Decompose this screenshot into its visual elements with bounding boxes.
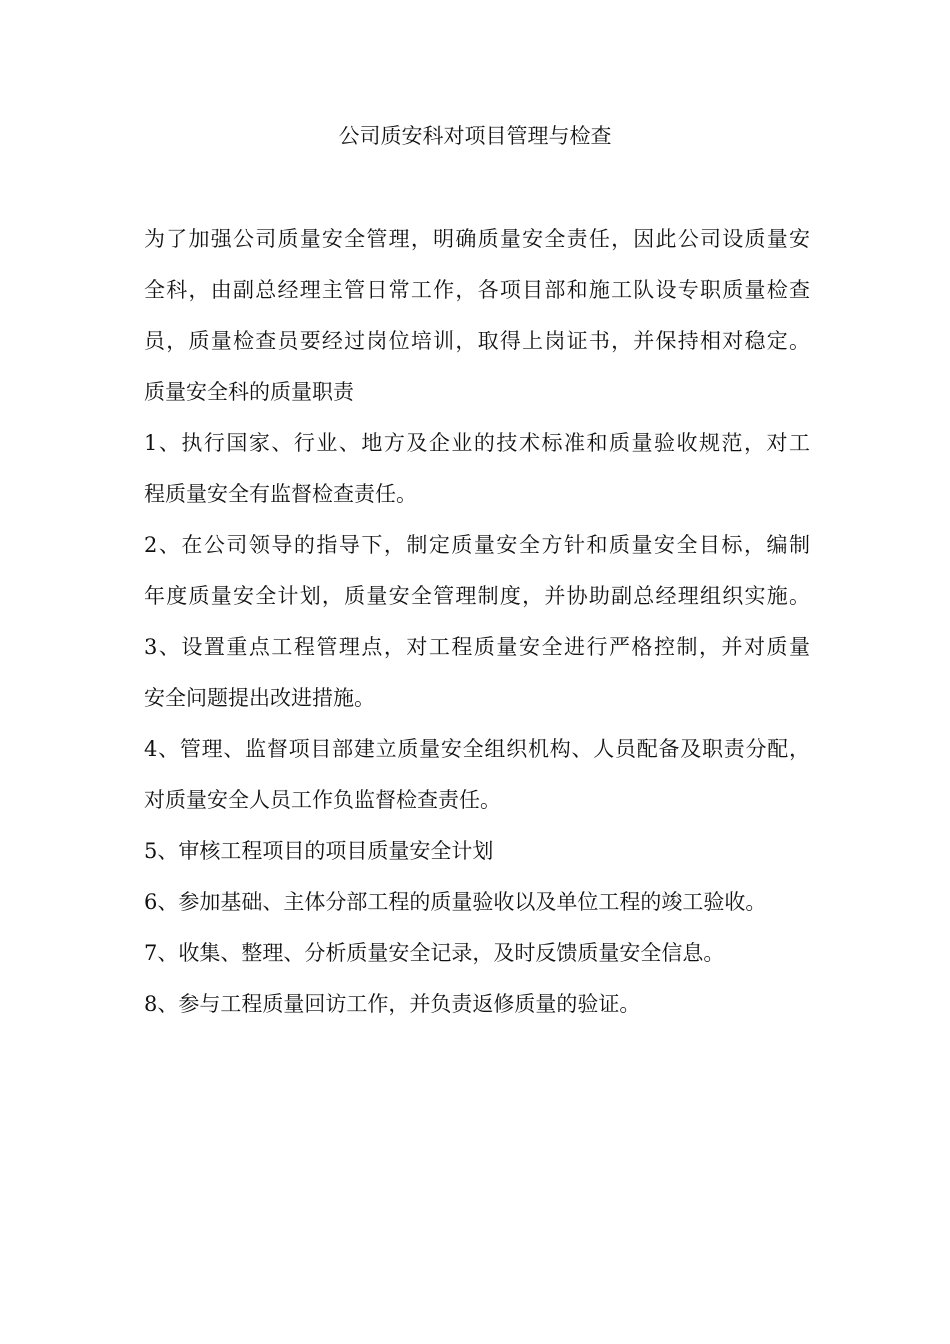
duty-item-6 xyxy=(144,877,810,928)
duty-item-7 xyxy=(144,928,810,979)
duty-line: 3、设置重点工程管理点，对工程质量安全进行严格控制，并对质量 xyxy=(144,635,810,659)
intro-line: 全科，由副总经理主管日常工作，各项目部和施工队设专职质量检查 xyxy=(144,278,810,302)
section-heading xyxy=(144,367,810,418)
duty-line: 对质量安全人员工作负监督检查责任。 xyxy=(144,788,501,812)
intro-line: 员，质量检查员要经过岗位培训，取得上岗证书，并保持相对稳定。 xyxy=(144,329,810,353)
duty-item-8 xyxy=(144,979,810,1030)
duty-item-5 xyxy=(144,826,810,877)
duty-line: 7、收集、整理、分析质量安全记录，及时反馈质量安全信息。 xyxy=(144,941,725,965)
duty-line: 8、参与工程质量回访工作，并负责返修质量的验证。 xyxy=(144,992,641,1016)
duty-item-4 xyxy=(144,724,810,826)
duty-line: 安全问题提出改进措施。 xyxy=(144,686,375,710)
duty-line: 5、审核工程项目的项目质量安全计划 xyxy=(144,839,494,863)
duty-line: 年度质量安全计划，质量安全管理制度，并协助副总经理组织实施。 xyxy=(144,584,810,608)
document-title: 公司质安科对项目管理与检查 xyxy=(338,124,612,148)
duty-line: 2、在公司领导的指导下，制定质量安全方针和质量安全目标，编制 xyxy=(144,533,810,557)
duty-line: 4、管理、监督项目部建立质量安全组织机构、人员配备及职责分配， xyxy=(144,737,810,761)
duty-line: 程质量安全有监督检查责任。 xyxy=(144,482,417,506)
duty-line: 6、参加基础、主体分部工程的质量验收以及单位工程的竣工验收。 xyxy=(144,890,767,914)
duty-item-1 xyxy=(144,418,810,520)
duty-line: 1、执行国家、行业、地方及企业的技术标准和质量验收规范，对工 xyxy=(144,431,810,455)
document-body xyxy=(144,214,810,1030)
duty-item-2 xyxy=(144,520,810,622)
duty-item-3 xyxy=(144,622,810,724)
section-heading-text: 质量安全科的质量职责 xyxy=(144,380,354,404)
intro-line: 为了加强公司质量安全管理，明确质量安全责任，因此公司设质量安 xyxy=(144,227,810,251)
intro-paragraph xyxy=(144,214,810,367)
